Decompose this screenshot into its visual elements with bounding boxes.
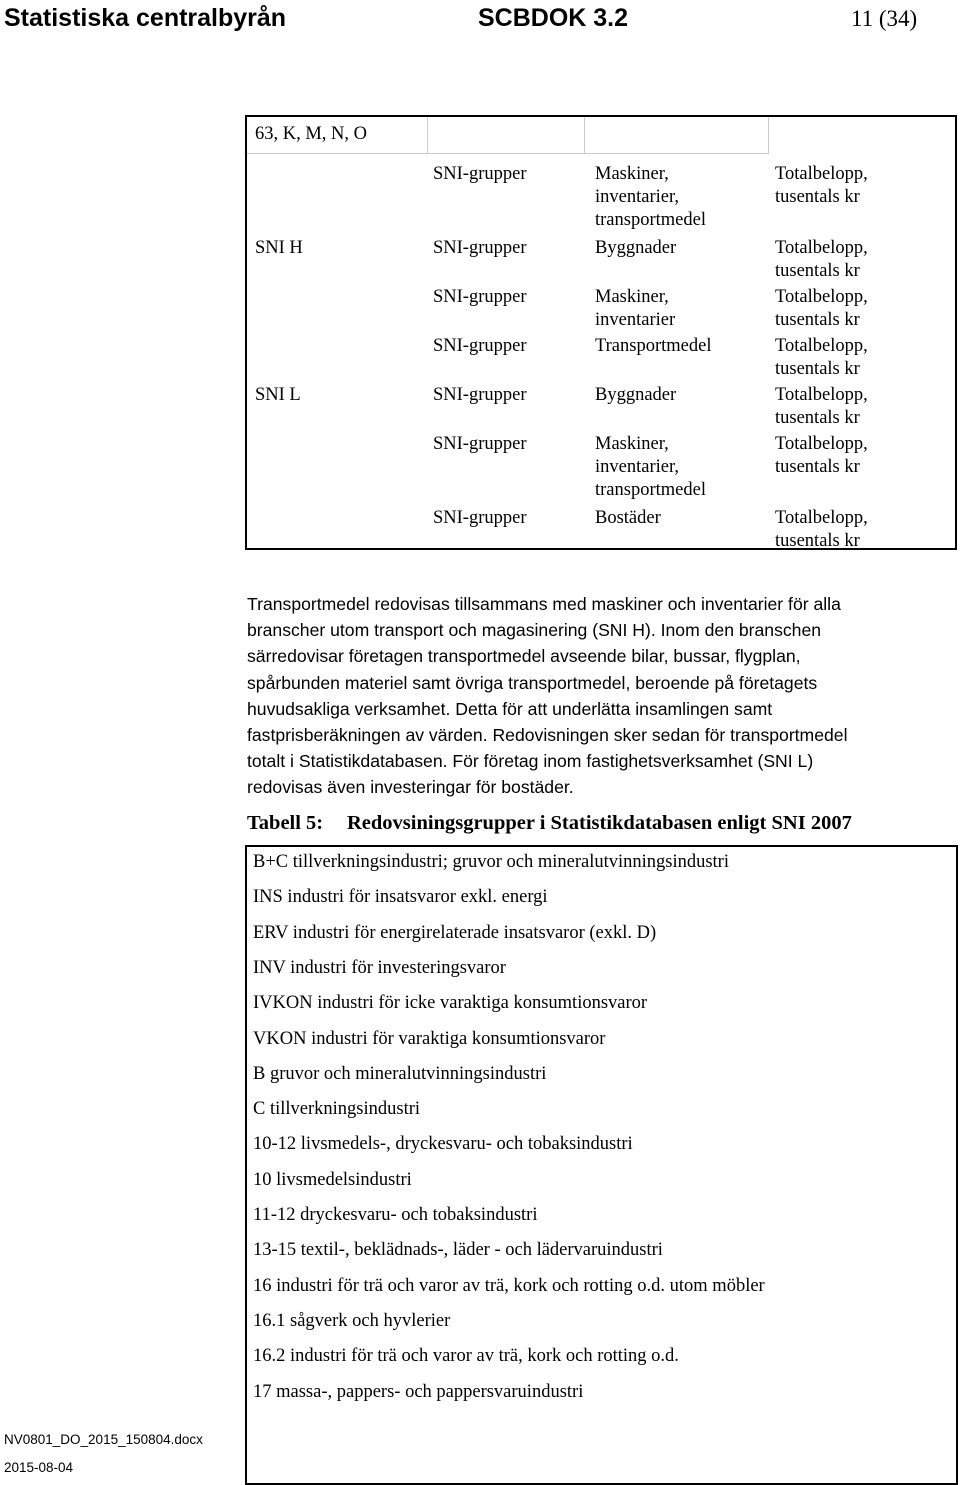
cell-amount: tusentals kr (775, 531, 860, 551)
paragraph-line: fastprisberäkningen av värden. Redovisningen sker sedan för transportmedel (247, 725, 848, 746)
paragraph-line: redovisas även investeringar för bostäder. (247, 777, 574, 798)
cell-asset: inventarier, (595, 187, 680, 207)
cell-asset: transportmedel (595, 210, 706, 230)
cell-asset: Maskiner, (595, 434, 669, 454)
cell-amount: Totalbelopp, (775, 238, 868, 258)
cell-asset: Bostäder (595, 508, 661, 528)
paragraph-line: spårbunden materiel samt övriga transportmedel, beroende på företagets (247, 672, 818, 693)
table-row: INS industri för insatsvaror exkl. energi (253, 887, 548, 908)
cell-asset: inventarier, (595, 457, 680, 477)
paragraph-line: huvudsakliga verksamhet. Detta för att underlätta insamlingen samt (247, 698, 773, 719)
cell-asset: transportmedel (595, 480, 706, 500)
caption-label: Tabell 5: (247, 812, 324, 834)
table-empty-cell (585, 117, 769, 154)
cell-group: SNI-grupper (433, 164, 527, 184)
cell-amount: Totalbelopp, (775, 434, 868, 454)
cell-asset: Maskiner, (595, 164, 669, 184)
cell-amount: Totalbelopp, (775, 164, 868, 184)
cell-asset: Maskiner, (595, 287, 669, 307)
cell-amount: Totalbelopp, (775, 336, 868, 356)
paragraph-line: Transportmedel redovisas tillsammans med maskiner och inventarier för alla (247, 594, 841, 614)
cell-asset: inventarier (595, 310, 676, 330)
table-row: ERV industri för energirelaterade insatsvaror (exkl. D) (253, 922, 657, 943)
cell-amount: tusentals kr (775, 310, 860, 330)
table-row: VKON industri för varaktiga konsumtionsvaror (253, 1028, 606, 1049)
table-row: B gruvor och mineralutvinningsindustri (253, 1063, 547, 1084)
cell-group: SNI-grupper (433, 508, 527, 528)
organization-name: Statistiska centralbyrån (4, 4, 287, 32)
cell-group: SNI-grupper (433, 287, 527, 307)
table-row: 10-12 livsmedels-, dryckesvaru- och tobaksindustri (253, 1134, 633, 1155)
cell-amount: tusentals kr (775, 187, 860, 207)
cell-group: SNI-grupper (433, 385, 527, 405)
page-number: 11 (34) (851, 6, 918, 31)
cell-amount: tusentals kr (775, 261, 860, 281)
body-paragraph (247, 591, 959, 801)
table-row: 10 livsmedelsindustri (253, 1169, 412, 1190)
table-row: 16.2 industri för trä och varor av trä, kork och rotting o.d. (253, 1346, 679, 1367)
cell-amount: Totalbelopp, (775, 385, 868, 405)
table-row: 17 massa-, pappers- och pappersvaruindustri (253, 1381, 584, 1402)
sni-groups-table (245, 115, 957, 550)
cell-group: SNI-grupper (433, 238, 527, 258)
cell-sni: SNI H (255, 238, 303, 258)
reporting-groups-table (245, 845, 958, 1485)
cell-asset: Byggnader (595, 385, 677, 405)
cell-amount: Totalbelopp, (775, 287, 868, 307)
cell-amount: tusentals kr (775, 359, 860, 379)
cell-amount: tusentals kr (775, 457, 860, 477)
table-row: B+C tillverkningsindustri; gruvor och mineralutvinningsindustri (253, 852, 729, 872)
paragraph-line: totalt i Statistikdatabasen. För företag inom fastighetsverksamhet (SNI L) (247, 751, 814, 772)
cell-asset: Byggnader (595, 238, 677, 258)
table-heading: 63, K, M, N, O (255, 124, 368, 144)
cell-amount: tusentals kr (775, 408, 860, 428)
table-empty-cell (428, 117, 585, 154)
table-row: 13-15 textil-, beklädnads-, läder - och lädervaruindustri (253, 1240, 663, 1261)
footer-date: 2015-08-04 (4, 1460, 74, 1475)
cell-group: SNI-grupper (433, 434, 527, 454)
cell-amount: Totalbelopp, (775, 508, 868, 528)
footer-filename: NV0801_DO_2015_150804.docx (4, 1432, 203, 1447)
table-row: IVKON industri för icke varaktiga konsumtionsvaror (253, 993, 648, 1014)
document-id: SCBDOK 3.2 (478, 4, 629, 32)
caption-text: Redovsiningsgrupper i Statistikdatabasen enligt SNI 2007 (347, 812, 852, 834)
table-caption (247, 812, 852, 835)
table-heading-cell (247, 117, 428, 154)
table-row: 16 industri för trä och varor av trä, kork och rotting o.d. utom möbler (253, 1275, 765, 1296)
table-row: INV industri för investeringsvaror (253, 957, 506, 978)
table-row: 16.1 sågverk och hyvlerier (253, 1310, 451, 1331)
cell-group: SNI-grupper (433, 336, 527, 356)
cell-sni: SNI L (255, 385, 301, 405)
table-row: 11-12 dryckesvaru- och tobaksindustri (253, 1205, 538, 1225)
table-row: C tillverkningsindustri (253, 1099, 421, 1120)
paragraph-line: branscher utom transport och magasinering (SNI H). Inom den branschen (247, 620, 822, 641)
cell-asset: Transportmedel (595, 336, 712, 356)
paragraph-line: särredovisar företagen transportmedel avseende bilar, bussar, flygplan, (247, 646, 801, 667)
